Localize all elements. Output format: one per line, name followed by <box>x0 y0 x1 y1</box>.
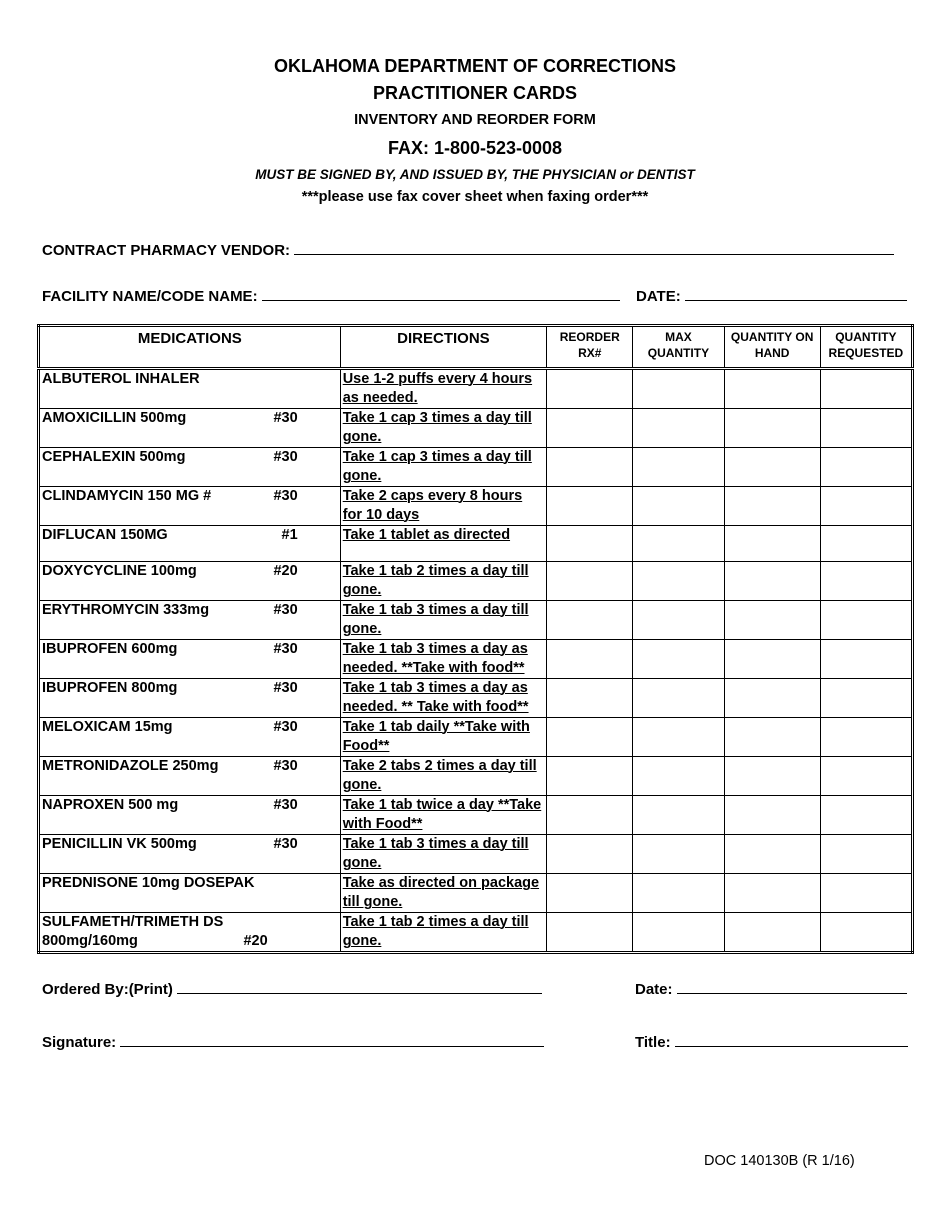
medication-name: NAPROXEN 500 mg <box>42 797 179 813</box>
table-row <box>39 796 913 835</box>
reorder-rx-cell[interactable] <box>547 718 633 757</box>
medication-name: IBUPROFEN 600mg <box>42 641 178 657</box>
directions-cell <box>340 526 546 562</box>
reorder-rx-cell[interactable] <box>547 562 633 601</box>
directions-cell <box>340 369 546 409</box>
signature-input[interactable] <box>120 1032 544 1047</box>
quantity-requested-cell[interactable] <box>820 913 912 953</box>
table-row <box>39 679 913 718</box>
quantity-requested-cell[interactable] <box>820 409 912 448</box>
col-quantity-on-hand: QUANTITY ON HAND <box>724 326 820 369</box>
directions-cell <box>340 757 546 796</box>
signoff-date-field <box>635 979 907 998</box>
max-quantity-cell[interactable] <box>633 835 724 874</box>
quantity-on-hand-cell[interactable] <box>724 757 820 796</box>
directions-cell <box>340 718 546 757</box>
quantity-on-hand-cell[interactable] <box>724 409 820 448</box>
quantity-on-hand-cell[interactable] <box>724 369 820 409</box>
medication-name: DIFLUCAN 150MG <box>42 527 168 543</box>
quantity-on-hand-cell[interactable] <box>724 526 820 562</box>
title-label: Title: <box>635 1034 671 1051</box>
medication-cell <box>39 757 341 796</box>
medication-cell <box>39 874 341 913</box>
title-field <box>635 1032 908 1051</box>
col-quantity-requested: QUANTITY REQUESTED <box>820 326 912 369</box>
date-field <box>636 286 907 305</box>
medication-name: METRONIDAZOLE 250mg <box>42 758 219 774</box>
medication-qty: #30 <box>273 410 298 426</box>
directions-text: Take 1 tablet as directed <box>342 527 511 543</box>
quantity-on-hand-cell[interactable] <box>724 640 820 679</box>
reorder-rx-cell[interactable] <box>547 835 633 874</box>
directions-cell <box>340 640 546 679</box>
medication-name: CEPHALEXIN 500mg <box>42 449 186 465</box>
vendor-field <box>42 240 894 259</box>
quantity-on-hand-cell[interactable] <box>724 562 820 601</box>
medication-name: PREDNISONE 10mg DOSEPAK <box>42 875 255 891</box>
medication-cell <box>39 796 341 835</box>
medication-name: CLINDAMYCIN 150 MG # <box>42 488 212 504</box>
medication-strength: 800mg/160mg <box>42 933 138 949</box>
directions-cell <box>340 874 546 913</box>
medication-name: MELOXICAM 15mg <box>42 719 173 735</box>
directions-text: Take 1 tab 3 times a day till gone. <box>342 602 529 637</box>
facility-field <box>42 286 620 305</box>
max-quantity-cell[interactable] <box>633 718 724 757</box>
medications-table <box>37 324 914 954</box>
directions-text: Take 1 tab 3 times a day till gone. <box>342 836 529 871</box>
medication-name: ALBUTEROL INHALER <box>42 371 200 387</box>
max-quantity-cell[interactable] <box>633 369 724 409</box>
medication-qty: #30 <box>273 758 298 774</box>
directions-text: Take 2 caps every 8 hours for 10 days <box>342 488 523 523</box>
directions-cell <box>340 913 546 953</box>
max-quantity-cell[interactable] <box>633 679 724 718</box>
signature-field <box>42 1032 544 1051</box>
max-quantity-cell[interactable] <box>633 874 724 913</box>
medication-qty: #30 <box>273 449 298 465</box>
max-quantity-cell[interactable] <box>633 757 724 796</box>
medication-qty: #30 <box>273 680 298 696</box>
directions-cell <box>340 601 546 640</box>
medication-qty: #20 <box>273 563 298 579</box>
directions-cell <box>340 409 546 448</box>
form-title: PRACTITIONER CARDS <box>372 83 577 103</box>
quantity-requested-cell[interactable] <box>820 796 912 835</box>
max-quantity-cell[interactable] <box>633 601 724 640</box>
table-row <box>39 369 913 409</box>
directions-text: Take 1 cap 3 times a day till gone. <box>342 449 532 484</box>
table-row <box>39 913 913 953</box>
quantity-requested-cell[interactable] <box>820 601 912 640</box>
org-name: OKLAHOMA DEPARTMENT OF CORRECTIONS <box>274 56 676 76</box>
max-quantity-cell[interactable] <box>633 409 724 448</box>
vendor-input[interactable] <box>294 240 894 255</box>
date-label: DATE: <box>636 288 681 305</box>
form-subtitle: INVENTORY AND REORDER FORM <box>354 112 596 128</box>
quantity-requested-cell[interactable] <box>820 640 912 679</box>
medication-cell <box>39 526 341 562</box>
quantity-requested-cell[interactable] <box>820 874 912 913</box>
directions-text: Take 1 tab 3 times a day as needed. **Take with food** <box>342 641 528 676</box>
medication-name: DOXYCYCLINE 100mg <box>42 563 197 579</box>
quantity-on-hand-cell[interactable] <box>724 913 820 953</box>
fax-note: ***please use fax cover sheet when faxing order*** <box>301 189 649 205</box>
quantity-requested-cell[interactable] <box>820 526 912 562</box>
medication-qty: #30 <box>273 602 298 618</box>
max-quantity-cell[interactable] <box>633 526 724 562</box>
directions-text: Take 1 cap 3 times a day till gone. <box>342 410 532 445</box>
reorder-rx-cell[interactable] <box>547 409 633 448</box>
quantity-requested-cell[interactable] <box>820 448 912 487</box>
max-quantity-cell[interactable] <box>633 562 724 601</box>
directions-text: Take 1 tab 3 times a day as needed. ** Take with food** <box>342 680 529 715</box>
directions-cell <box>340 835 546 874</box>
quantity-requested-cell[interactable] <box>820 487 912 526</box>
quantity-on-hand-cell[interactable] <box>724 718 820 757</box>
medication-cell <box>39 409 341 448</box>
medication-cell <box>39 448 341 487</box>
date-input[interactable] <box>685 286 907 301</box>
signoff-date-input[interactable] <box>677 979 907 994</box>
max-quantity-cell[interactable] <box>633 487 724 526</box>
col-reorder-rx: REORDER RX# <box>547 326 633 369</box>
medication-cell <box>39 679 341 718</box>
directions-text: Take 1 tab twice a day **Take with Food** <box>342 797 542 832</box>
reorder-rx-cell[interactable] <box>547 679 633 718</box>
directions-text: Take 2 tabs 2 times a day till gone. <box>342 758 537 793</box>
directions-text: Use 1-2 puffs every 4 hours as needed. <box>342 371 533 406</box>
reorder-rx-cell[interactable] <box>547 601 633 640</box>
ordered-by-label: Ordered By:(Print) <box>42 981 173 998</box>
medication-cell <box>39 640 341 679</box>
table-header-row <box>39 326 913 369</box>
reorder-rx-cell[interactable] <box>547 874 633 913</box>
medication-name: IBUPROFEN 800mg <box>42 680 178 696</box>
max-quantity-cell[interactable] <box>633 640 724 679</box>
col-medications: MEDICATIONS <box>39 326 341 369</box>
reorder-rx-cell[interactable] <box>547 796 633 835</box>
quantity-requested-cell[interactable] <box>820 835 912 874</box>
col-max-quantity: MAX QUANTITY <box>633 326 724 369</box>
reorder-rx-cell[interactable] <box>547 448 633 487</box>
quantity-on-hand-cell[interactable] <box>724 874 820 913</box>
reorder-rx-cell[interactable] <box>547 487 633 526</box>
quantity-requested-cell[interactable] <box>820 679 912 718</box>
directions-text: Take 1 tab 2 times a day till gone. <box>342 914 529 949</box>
quantity-on-hand-cell[interactable] <box>724 796 820 835</box>
reorder-rx-cell[interactable] <box>547 526 633 562</box>
fax-number: FAX: 1-800-523-0008 <box>387 138 563 158</box>
medication-cell <box>39 835 341 874</box>
form-code: DOC 140130B (R 1/16) <box>704 1153 855 1169</box>
table-row <box>39 757 913 796</box>
directions-cell <box>340 796 546 835</box>
col-directions: DIRECTIONS <box>340 326 546 369</box>
quantity-requested-cell[interactable] <box>820 757 912 796</box>
directions-cell <box>340 448 546 487</box>
medication-name: ERYTHROMYCIN 333mg <box>42 602 210 618</box>
medication-qty: #30 <box>273 797 298 813</box>
max-quantity-cell[interactable] <box>633 913 724 953</box>
table-row <box>39 448 913 487</box>
quantity-on-hand-cell[interactable] <box>724 835 820 874</box>
quantity-requested-cell[interactable] <box>820 562 912 601</box>
max-quantity-cell[interactable] <box>633 796 724 835</box>
table-row <box>39 487 913 526</box>
directions-cell <box>340 562 546 601</box>
table-row <box>39 718 913 757</box>
quantity-on-hand-cell[interactable] <box>724 679 820 718</box>
facility-label: FACILITY NAME/CODE NAME: <box>42 288 258 305</box>
ordered-by-input[interactable] <box>177 979 542 994</box>
medication-qty: #30 <box>273 488 298 504</box>
ordered-by-field <box>42 979 542 998</box>
reorder-rx-cell[interactable] <box>547 369 633 409</box>
facility-input[interactable] <box>262 286 620 301</box>
medication-qty: #20 <box>243 933 268 949</box>
quantity-requested-cell[interactable] <box>820 718 912 757</box>
quantity-requested-cell[interactable] <box>820 369 912 409</box>
table-row <box>39 601 913 640</box>
medication-cell <box>39 601 341 640</box>
medication-qty: #30 <box>273 641 298 657</box>
directions-text: Take 1 tab daily **Take with Food** <box>342 719 530 754</box>
medication-name: SULFAMETH/TRIMETH DS <box>42 914 224 930</box>
quantity-on-hand-cell[interactable] <box>724 487 820 526</box>
directions-text: Take as directed on package till gone. <box>342 875 540 910</box>
table-row <box>39 562 913 601</box>
medication-cell <box>39 562 341 601</box>
medication-cell <box>39 487 341 526</box>
reorder-rx-cell[interactable] <box>547 640 633 679</box>
reorder-rx-cell[interactable] <box>547 913 633 953</box>
table-row <box>39 526 913 562</box>
reorder-rx-cell[interactable] <box>547 757 633 796</box>
medication-cell <box>39 913 341 953</box>
medication-qty: #30 <box>273 719 298 735</box>
signature-label: Signature: <box>42 1034 117 1051</box>
table-row <box>39 409 913 448</box>
signoff-date-label: Date: <box>635 981 673 998</box>
signing-notice: MUST BE SIGNED BY, AND ISSUED BY, THE PHYSICIAN or DENTIST <box>255 167 695 182</box>
directions-text: Take 1 tab 2 times a day till gone. <box>342 563 529 598</box>
max-quantity-cell[interactable] <box>633 448 724 487</box>
medication-cell <box>39 718 341 757</box>
medication-qty: #30 <box>273 836 298 852</box>
medication-qty: #1 <box>281 527 298 543</box>
vendor-label: CONTRACT PHARMACY VENDOR: <box>42 242 291 259</box>
title-input[interactable] <box>675 1032 908 1047</box>
medication-name: AMOXICILLIN 500mg <box>42 410 187 426</box>
table-row <box>39 640 913 679</box>
table-row <box>39 874 913 913</box>
directions-cell <box>340 679 546 718</box>
medication-cell <box>39 369 341 409</box>
quantity-on-hand-cell[interactable] <box>724 601 820 640</box>
quantity-on-hand-cell[interactable] <box>724 448 820 487</box>
directions-cell <box>340 487 546 526</box>
table-row <box>39 835 913 874</box>
medication-name: PENICILLIN VK 500mg <box>42 836 197 852</box>
